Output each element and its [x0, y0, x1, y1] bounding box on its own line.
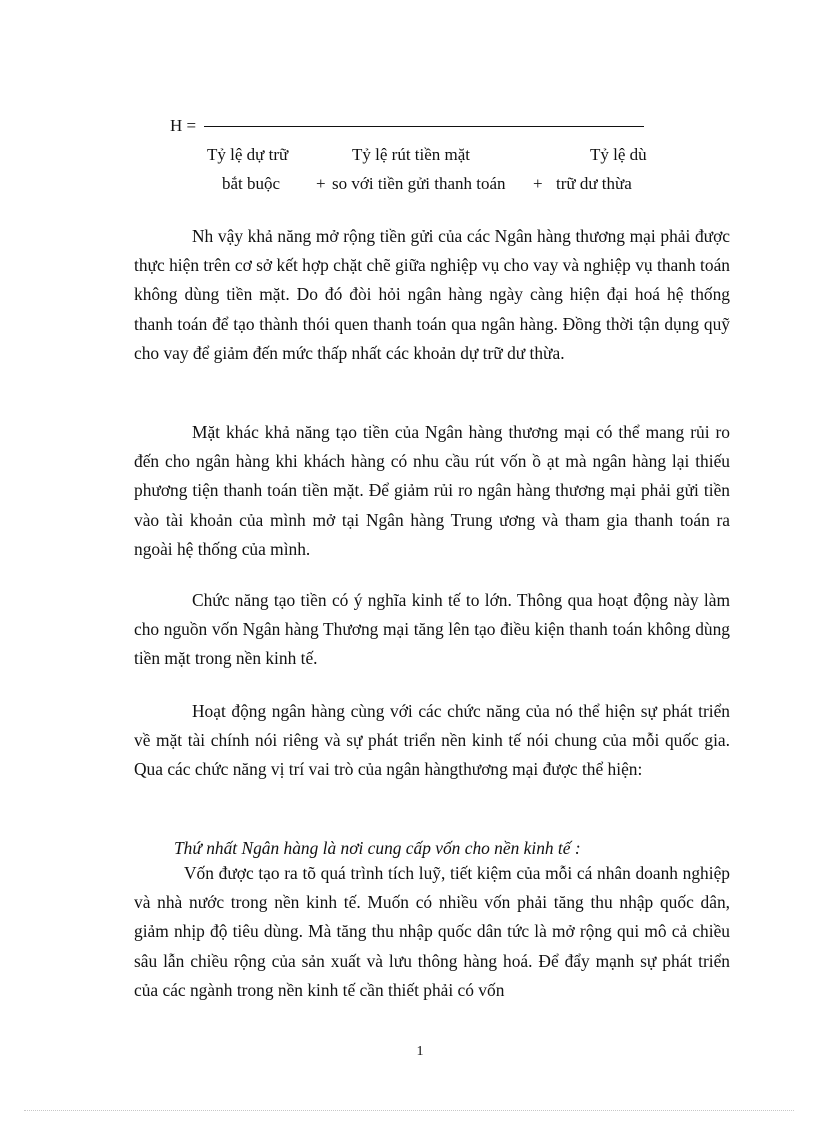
paragraph-2: Mặt khác khả năng tạo tiền của Ngân hàng thương mại có thể mang rủi ro đến cho ngân hàng khi khách hàng có nhu cầu rút vốn ồ ạt mà ngân hàng lại thiếu phương tiện thanh toán tiền mặt. Để giảm rủi ro ngân hàng thương mại phải gửi tiền vào tài khoản của mình mở tại Ngân hàng Trung ương và tham gia thanh toán ra ngoài hệ thống của mình.: [134, 422, 730, 559]
denominator-operator-2: +: [533, 174, 543, 193]
page-bottom-rule: [24, 1110, 794, 1111]
paragraph-3: Chức năng tạo tiền có ý nghĩa kinh tế to lớn. Thông qua hoạt động này làm cho nguồn vốn Ngân hàng Thương mại tăng lên tạo điều kiện thanh toán không dùng tiền mặt trong nền kinh tế.: [134, 590, 730, 669]
page-number: 1: [416, 1044, 424, 1059]
section-heading: Thứ nhất Ngân hàng là nơi cung cấp vốn cho nền kinh tế :: [174, 838, 581, 858]
formula-numerator-row: [170, 116, 650, 138]
denominator-term1-line1: Tỷ lệ dự trữ: [207, 145, 289, 164]
denominator-term2-line1: Tỷ lệ rút tiền mặt: [352, 145, 471, 164]
paragraph-1: Nh vậy khả năng mở rộng tiền gửi của các Ngân hàng thương mại phải được thực hiện trên cơ sở kết hợp chặt chẽ giữa nghiệp vụ cho vay và nghiệp vụ thanh toán không dùng tiền mặt. Do đó đòi hỏi ngân hàng ngày càng hiện đại hoá hệ thống thanh toán để tạo thành thói quen thanh toán qua ngân hàng. Đồng thời tận dụng quỹ cho vay để giảm đến mức thấp nhất các khoản dự trữ dư thừa.: [134, 226, 730, 363]
paragraph-4: Hoạt động ngân hàng cùng với các chức năng của nó thể hiện sự phát triển về mặt tài chính nói riêng và sự phát triển nền kinh tế nói chung của mỗi quốc gia. Qua các chức năng vị trí vai trò của ngân hàngthương mại được thể hiện:: [134, 701, 730, 780]
formula-lhs: H =: [170, 116, 197, 135]
fraction-bar: [204, 126, 644, 127]
denominator-term2-line2: so với tiền gửi thanh toán: [332, 174, 506, 193]
denominator-term3-line1: Tỷ lệ dù: [590, 145, 647, 164]
denominator-term1-line2: bắt buộc: [222, 174, 281, 193]
paragraph-5: Vốn được tạo ra tõ quá trình tích luỹ, tiết kiệm của mỗi cá nhân doanh nghiệp và nhà nước trong nền kinh tế. Muốn có nhiều vốn phải tăng thu nhập quốc dân, giảm nhịp độ tiêu dùng. Mà tăng thu nhập quốc dân tức là mở rộng qui mô cả chiều sâu lẫn chiều rộng của sản xuất và lưu thông hàng hoá. Để đẩy mạnh sự phát triển của các ngành trong nền kinh tế cần thiết phải có vốn: [134, 863, 730, 1000]
denominator-operator-1: +: [316, 174, 326, 193]
denominator-term3-line2: trữ dư thừa: [556, 174, 632, 193]
